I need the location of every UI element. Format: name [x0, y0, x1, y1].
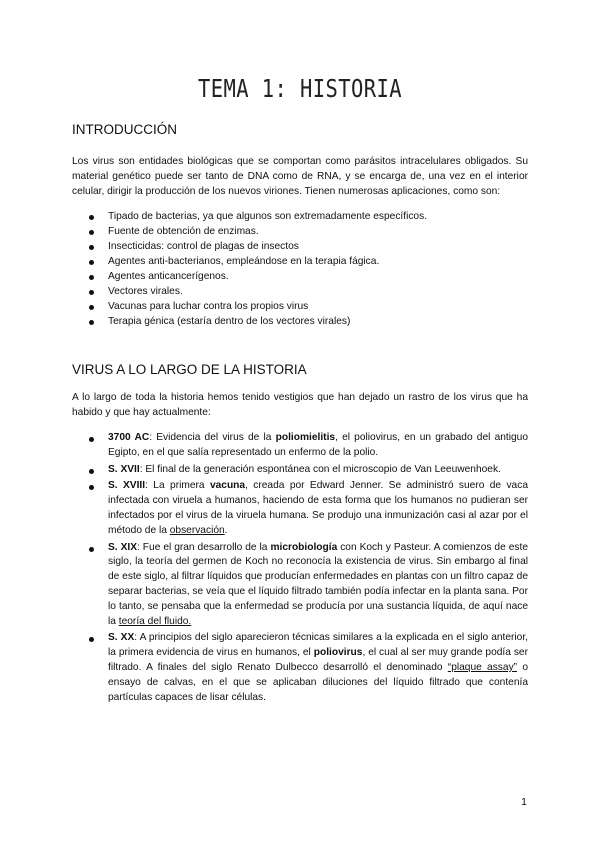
item-bold: poliovirus: [313, 647, 363, 659]
list-item: Insecticidas: control de plagas de insectos: [72, 239, 528, 254]
item-text: : Evidencia del virus de la: [149, 431, 276, 443]
item-text: : Fue el gran desarrollo de la: [137, 541, 271, 553]
item-text: con Koch y Pasteur. A comienzos de este siglo, la teoría del germen de Koch no reconocía la existencia de virus. Sin embargo al final de este siglo, al filtrar líquidos que producían enfermedades en plantas con un filtro capaz de separar bacterias, se veía que el líquido filtrado también podía infectar en la planta sana. Por lo tanto, se pensaba que la enfermedad se producía por una sustancia líquida, de aquí nace la: [108, 541, 528, 627]
list-item: [72, 631, 528, 705]
history-paragraph: A lo largo de toda la historia hemos tenido vestigios que han dejado un rastro de los virus que ha habido y que hay actualmente:: [72, 392, 528, 419]
list-item: Agentes anti-bacterianos, empleándose en la terapia fágica.: [72, 254, 528, 269]
item-label: S. XIX: [108, 541, 138, 553]
list-item: [72, 431, 528, 461]
page-number: 1: [521, 796, 527, 808]
item-underlined: teoría del fluido.: [118, 615, 192, 627]
item-label: S. XVII: [108, 463, 140, 475]
item-text: , creada por Edward Jenner. Se administró suero de vaca infectada con viruela a humanos, haciendo de esta forma que los humanos no pudieran ser infectados por el virus de la viruela humana. Se produjo una inmunización casi al azar por el método de la: [108, 480, 528, 536]
item-text: : A principios del siglo aparecieron técnicas similares a la explicada en el siglo anterior, la primera evidencia de virus en humanos, el: [108, 632, 528, 659]
list-item: Agentes anticancerígenos.: [72, 269, 528, 284]
list-item: Terapia génica (estaría dentro de los vectores virales): [72, 314, 528, 329]
history-heading: VIRUS A LO LARGO DE LA HISTORIA: [72, 362, 307, 378]
item-text: , el cual al ser muy grande podía ser filtrado. A finales del siglo Renato Dulbecco desarrolló el denominado: [108, 647, 528, 673]
item-underlined: observación: [169, 524, 225, 536]
list-item: Tipado de bacterias, ya que algunos son extremadamente específicos.: [72, 209, 528, 224]
item-bold: poliomielitis: [275, 431, 336, 443]
intro-paragraph: Los virus son entidades biológicas que se comportan como parásitos intracelulares obligados. Su material genético puede ser tanto de DNA como de RNA, y se encarga de, una vez en el interior celular, dirigir la producción de los nuevos viriones. Tienen numerosas aplicaciones, como son:: [72, 156, 528, 197]
item-label: 3700 AC: [108, 431, 150, 443]
list-item: [72, 541, 528, 630]
item-text: .: [224, 524, 228, 536]
item-bold: microbiología: [270, 541, 338, 553]
list-item: Vacunas para luchar contra los propios virus: [72, 299, 528, 314]
page-title: TEMA 1: HISTORIA: [197, 74, 403, 103]
item-text: : La primera: [145, 480, 210, 492]
item-text: , el poliovirus, en un grabado del antiguo Egipto, en el que salía representado un enfermo de la polio.: [108, 431, 528, 458]
applications-list: [72, 209, 528, 329]
list-item: Vectores virales.: [72, 284, 528, 299]
content-area: [72, 122, 528, 707]
list-item: Fuente de obtención de enzimas.: [72, 224, 528, 239]
list-item: [72, 479, 528, 538]
list-item: [72, 463, 528, 478]
intro-heading: INTRODUCCIÓN: [72, 122, 177, 137]
item-bold: vacuna: [209, 480, 246, 492]
item-label: S. XX: [108, 632, 135, 644]
item-text: o ensayo de calvas, en el que se aplicaban diluciones del líquido filtrado que contenía partículas capaces de lisar células.: [108, 661, 528, 703]
history-list: [72, 431, 528, 705]
item-label: S. XVIII: [108, 480, 146, 492]
item-underlined: “plaque assay”: [447, 661, 518, 673]
item-text: : El final de la generación espontánea con el microscopio de Van Leeuwenhoek.: [139, 463, 501, 475]
